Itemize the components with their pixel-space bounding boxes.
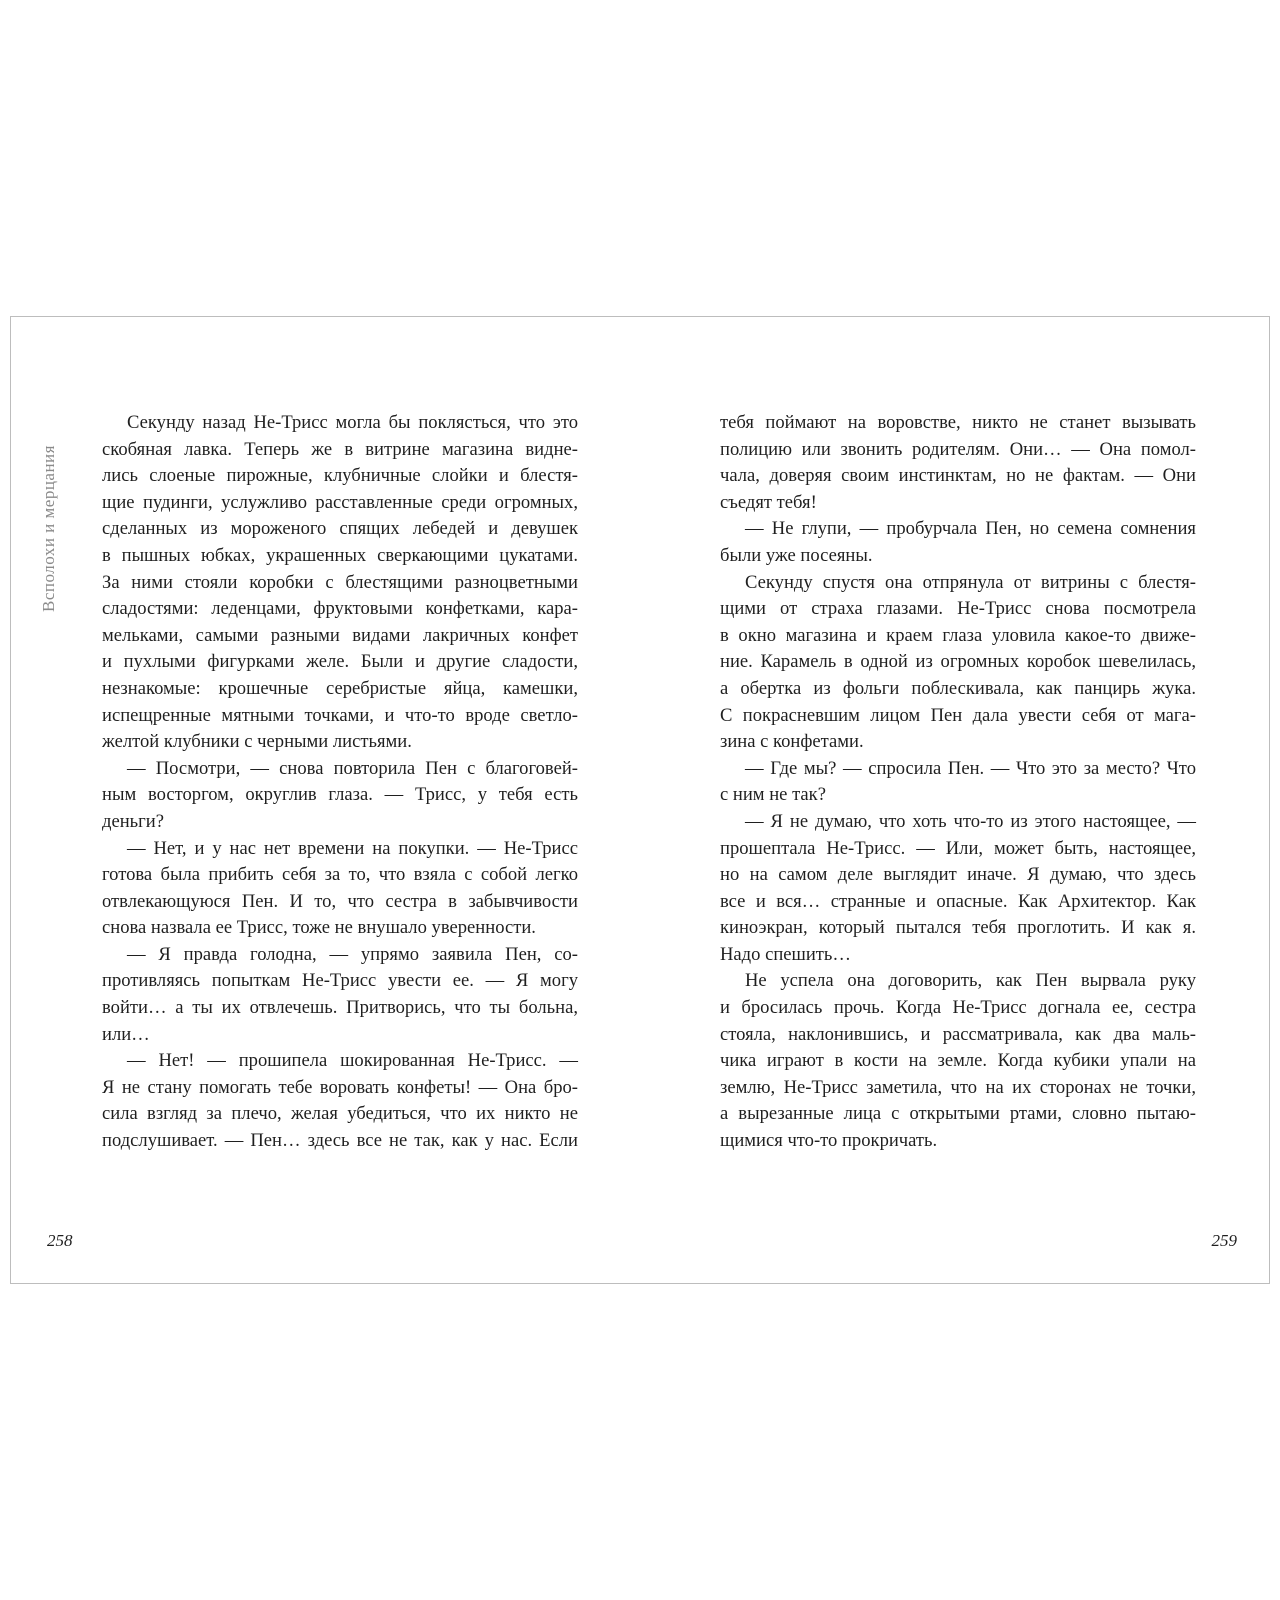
text-line: зина с конфетами. xyxy=(720,731,864,753)
text-line: и пухлыми фигурками желе. Были и другие сладости, xyxy=(102,651,578,673)
text-line: скобяная лавка. Теперь же в витрине магазина видне- xyxy=(102,438,578,460)
page-number-left: 258 xyxy=(47,1231,73,1250)
text-line: — Я не думаю, что хоть что-то из этого настоящее, — xyxy=(745,810,1196,832)
text-line: — Не глупи, — пробурчала Пен, но семена сомнения xyxy=(745,518,1196,540)
text-line: незнакомые: крошечные серебристые яйца, камешки, xyxy=(102,677,578,699)
text-line: Я не стану помогать тебе воровать конфеты! — Она бро- xyxy=(102,1076,578,1098)
text-line: — Нет, и у нас нет времени на покупки. — Не-Трисс xyxy=(127,837,578,859)
text-line: съедят тебя! xyxy=(720,491,817,513)
text-line: щими от страха глазами. Не-Трисс снова посмотрела xyxy=(720,598,1196,620)
text-line: — Посмотри, — снова повторила Пен с благоговей- xyxy=(127,757,578,779)
text-line: все и вся… странные и опасные. Как Архитектор. Как xyxy=(720,890,1196,912)
text-line: противляясь попыткам Не-Трисс увести ее. — Я могу xyxy=(102,970,578,992)
right-page xyxy=(641,317,1271,1283)
text-line: За ними стояли коробки с блестящими разноцветными xyxy=(102,571,578,593)
text-line: прошептала Не-Трисс. — Или, может быть, настоящее, xyxy=(720,837,1196,859)
text-line: С покрасневшим лицом Пен дала увести себя от мага- xyxy=(720,704,1196,726)
book-spread xyxy=(10,316,1270,1284)
text-line: ние. Карамель в одной из огромных коробок шевелилась, xyxy=(720,651,1196,673)
text-line: а вырезанные лица с открытыми ртами, словно пытаю- xyxy=(720,1103,1196,1125)
text-line: сладостями: леденцами, фруктовыми конфетками, кара- xyxy=(102,598,578,620)
text-line: отвлекающуюся Пен. И то, что сестра в забывчивости xyxy=(102,890,578,912)
text-line: киноэкран, который пытался тебя проглотить. И как я. xyxy=(720,917,1196,939)
text-line: щие пудинги, услужливо расставленные среди огромных, xyxy=(102,491,578,513)
text-line: или… xyxy=(102,1023,150,1045)
text-line: полицию или звонить родителям. Они… — Она помол- xyxy=(720,438,1196,460)
text-line: чика играют в кости на земле. Когда кубики упали на xyxy=(720,1050,1196,1072)
text-line: Надо спешить… xyxy=(720,943,852,965)
text-line: в окно магазина и краем глаза уловила какое-то движе- xyxy=(720,624,1196,646)
text-line: стояла, наклонившись, и рассматривала, как два маль- xyxy=(720,1023,1196,1045)
text-line: — Нет! — прошипела шокированная Не-Трисс. — xyxy=(127,1050,578,1072)
text-line: сила взгляд за плечо, желая убедиться, что их никто не xyxy=(102,1103,578,1125)
left-page-text xyxy=(102,410,578,1155)
right-page-text xyxy=(720,410,1196,1155)
text-line: ным восторгом, округлив глаза. — Трисс, у тебя есть xyxy=(102,784,578,806)
text-line: и бросилась прочь. Когда Не-Трисс догнала ее, сестра xyxy=(720,997,1196,1019)
running-head: Всполохи и мерцания xyxy=(39,445,58,612)
text-line: — Где мы? — спросила Пен. — Что это за место? Что xyxy=(745,757,1196,779)
text-line: готова была прибить себя за то, что взяла с собой легко xyxy=(102,864,578,886)
text-line: Секунду спустя она отпрянула от витрины с блестя- xyxy=(745,571,1196,593)
text-line: лись слоеные пирожные, клубничные слойки и блестя- xyxy=(102,465,578,487)
text-line: сделанных из мороженого спящих лебедей и девушек xyxy=(102,518,578,540)
text-line: — Я правда голодна, — упрямо заявила Пен, со- xyxy=(127,943,578,965)
text-line: испещренные мятными точками, и что-то вроде светло- xyxy=(102,704,578,726)
text-line: деньги? xyxy=(102,810,164,832)
text-line: были уже посеяны. xyxy=(720,544,873,566)
text-line: но на самом деле выглядит иначе. Я думаю, что здесь xyxy=(720,864,1196,886)
text-line: землю, Не-Трисс заметила, что на их сторонах не точки, xyxy=(720,1076,1196,1098)
page-number-right: 259 xyxy=(1211,1231,1237,1250)
text-line: тебя поймают на воровстве, никто не станет вызывать xyxy=(720,412,1196,433)
text-line: мельками, самыми разными видами лакричных конфет xyxy=(102,624,578,646)
text-line: подслушивает. — Пен… здесь все не так, как у нас. Если xyxy=(102,1130,578,1152)
text-line: Не успела она договорить, как Пен вырвала руку xyxy=(745,970,1196,992)
text-line: а обертка из фольги поблескивала, как панцирь жука. xyxy=(720,677,1196,699)
text-line: щимися что-то прокричать. xyxy=(720,1130,938,1152)
left-page xyxy=(11,317,641,1283)
text-line: желтой клубники с черными листьями. xyxy=(102,731,412,753)
text-line: с ним не так? xyxy=(720,784,826,806)
text-line: Секунду назад Не-Трисс могла бы поклясться, что это xyxy=(127,412,578,433)
text-line: снова назвала ее Трисс, тоже не внушало уверенности. xyxy=(102,917,536,939)
text-line: в пышных юбках, украшенных сверкающими цукатами. xyxy=(102,544,578,566)
text-line: чала, доверяя своим инстинктам, но не фактам. — Они xyxy=(720,465,1196,487)
text-line: войти… а ты их отвлечешь. Притворись, что ты больна, xyxy=(102,997,578,1019)
